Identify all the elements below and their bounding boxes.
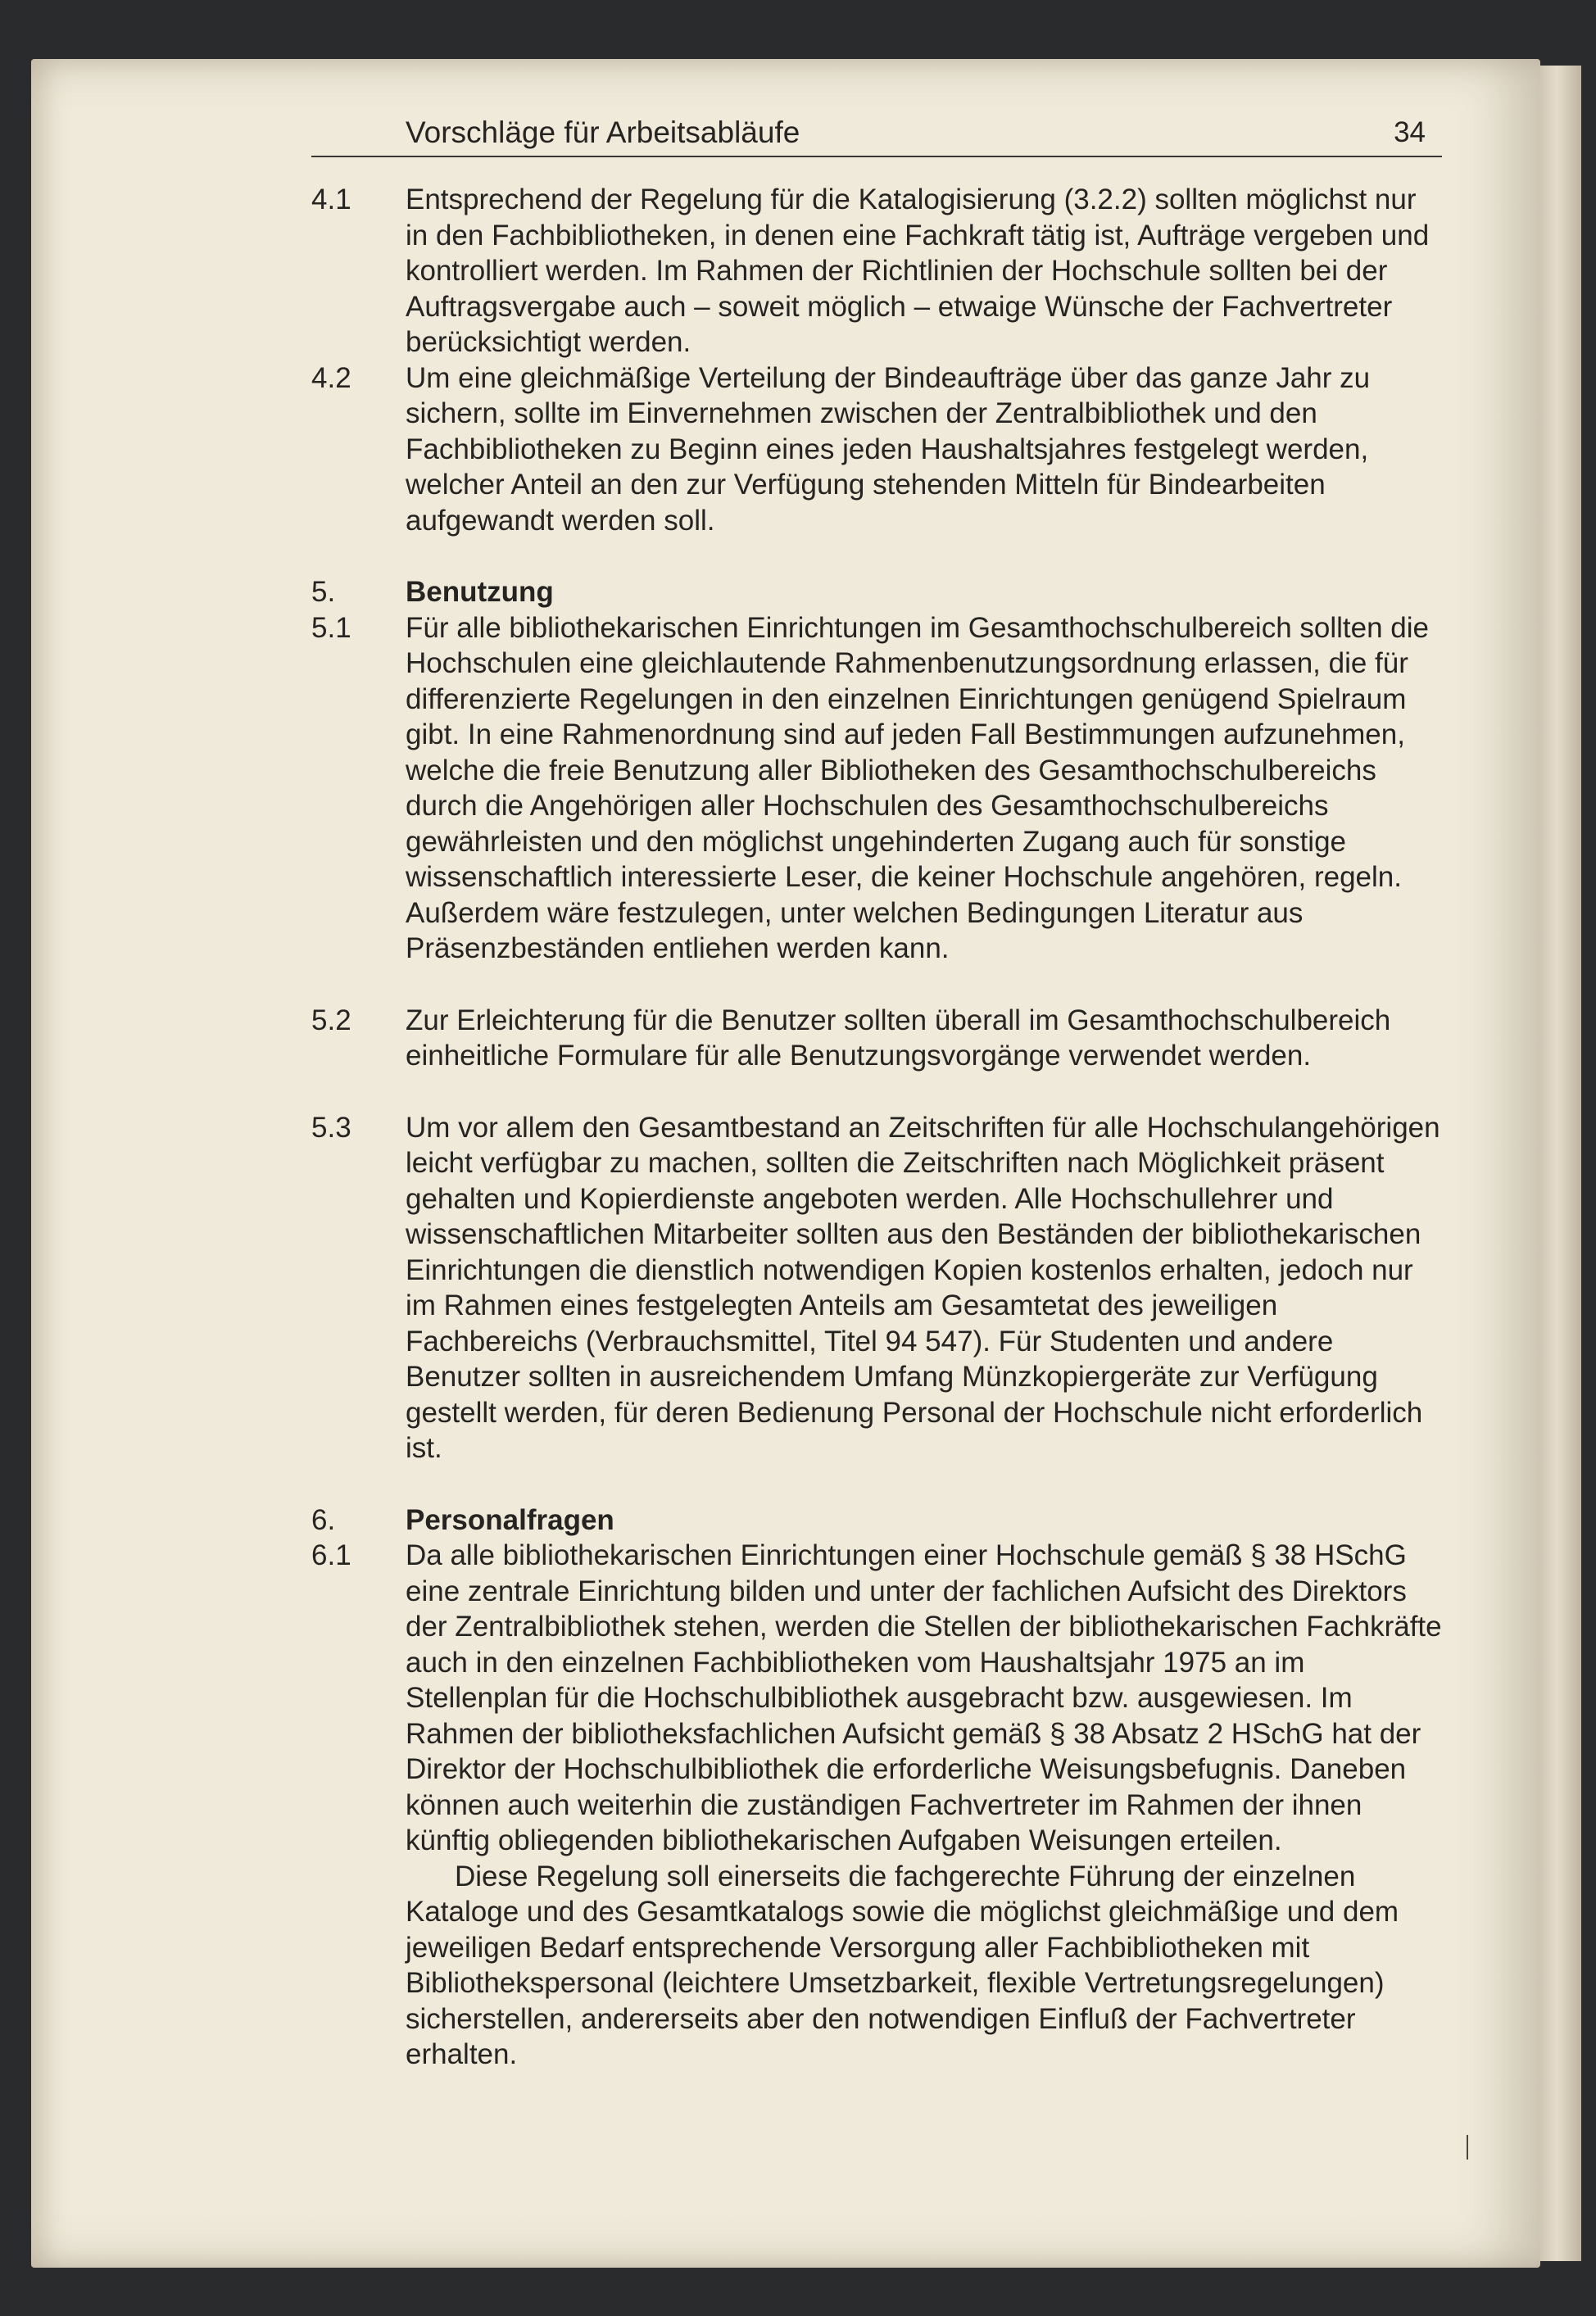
section-5: [311, 574, 1442, 610]
section-text: Entsprechend der Regelung für die Katalogisierung (3.2.2) sollten möglichst nur in den Fachbibliotheken, in denen eine Fachkraft tätig ist, Aufträge vergeben und kontrolliert werden. Im Rahmen der Richtlinien der Hochschule sollten bei der Auftragsvergabe auch – soweit möglich – etwaige Wünsche der Fachvertreter berücksichtigt werden.: [406, 184, 1430, 358]
header-title: Vorschläge für Arbeitsabläufe: [406, 116, 800, 149]
section-heading: Personalfragen: [406, 1503, 614, 1536]
section-number: 6.1: [311, 1539, 351, 1571]
section-heading: Benutzung: [406, 576, 554, 608]
section-text: Da alle bibliothekarischen Einrichtungen einer Hochschule gemäß § 38 HSchG eine zentrale Einrichtung bilden und unter der fachlichen Aufsicht des Direktors der Zentralbibliothek stehen, werden die Stellen der bibliothekarischen Fachkräfte auch in den einzelnen Fachbibliotheken vom Haushaltsjahr 1975 an im Stellenplan für die Hochschulbibliothek ausgebracht bzw. ausgewiesen. Im Rahmen der bibliotheksfachlichen Aufsicht gemäß § 38 Absatz 2 HSchG hat der Direktor der Hochschulbibliothek die erforderliche Weisungsbefugnis. Daneben können auch weiterhin die zuständigen Fachvertreter im Rahmen der ihnen künftig obliegenden bibliothekarischen Aufgaben Weisungen erteilen.: [406, 1539, 1442, 1856]
section-4-1: [311, 182, 1442, 360]
section-number: 4.1: [311, 184, 351, 215]
section-number: 5.3: [311, 1111, 351, 1144]
margin-mark: [1467, 2135, 1468, 2160]
section-5-1: [311, 610, 1442, 967]
section-4-2: [311, 360, 1442, 539]
running-header: [311, 115, 1442, 157]
page-edge: [1540, 66, 1581, 2261]
section-number: 5.: [311, 576, 336, 608]
section-text: Um eine gleichmäßige Verteilung der Bindeaufträge über das ganze Jahr zu sichern, sollte im Einvernehmen zwischen der Zentralbibliothek und den Fachbibliotheken zu Beginn eines jeden Haushaltsjahres festgelegt werden, welcher Anteil an den zur Verfügung stehenden Mitteln für Bindearbeiten aufgewandt werden soll.: [406, 361, 1371, 537]
section-5-2: [311, 1003, 1442, 1074]
section-text: Für alle bibliothekarischen Einrichtungen im Gesamthochschulbereich sollten die Hochschulen eine gleichlautende Rahmenbenutzungsordnung erlassen, die für differenzierte Regelungen in den einzelnen Einrichtungen genügend Spielraum gibt. In eine Rahmenordnung sind auf jeden Fall Bestimmungen aufzunehmen, welche die freie Benutzung aller Bibliotheken des Gesamthochschulbereichs durch die Angehörigen aller Hochschulen des Gesamthochschulbereichs gewährleisten und den möglichst ungehinderten Zugang auch für sonstige wissenschaftlich interessierte Leser, die keiner Hochschule angehören, regeln. Außerdem wäre festzulegen, unter welchen Bedingungen Literatur aus Präsenzbeständen entliehen werden kann.: [406, 611, 1429, 964]
section-number: 5.1: [311, 611, 351, 644]
section-number: 5.2: [311, 1004, 351, 1036]
section-6: [311, 1502, 1442, 1539]
section-text: Zur Erleichterung für die Benutzer sollten überall im Gesamthochschulbereich einheitliche Formulare für alle Benutzungsvorgänge verwendet werden.: [406, 1004, 1391, 1072]
page-number: 34: [1394, 116, 1426, 148]
section-6-1: [311, 1538, 1442, 2073]
section-5-3: [311, 1110, 1442, 1466]
section-number: 4.2: [311, 361, 351, 394]
section-text-continued: Diese Regelung soll einerseits die fachgerechte Führung der einzelnen Kataloge und des Gesamtkatalogs sowie die möglichst gleichmäßige und dem jeweiligen Bedarf entsprechende Versorgung aller Fachbibliotheken mit Bibliothekspersonal (leichtere Umsetzbarkeit, flexible Vertretungsregelungen) sicherstellen, andererseits aber den notwendigen Einfluß der Fachvertreter erhalten.: [406, 1860, 1399, 2070]
page-content: [311, 115, 1442, 2073]
section-text: Um vor allem den Gesamtbestand an Zeitschriften für alle Hochschulangehörigen leicht verfügbar zu machen, sollten die Zeitschriften nach Möglichkeit präsent gehalten und Kopierdienste angeboten werden. Alle Hochschullehrer und wissenschaftlichen Mitarbeiter sollten aus den Beständen der bibliothekarischen Einrichtungen die dienstlich notwendigen Kopien kostenlos erhalten, jedoch nur im Rahmen eines festgelegten Anteils am Gesamtetat des jeweiligen Fachbereichs (Verbrauchsmittel, Titel 94 547). Für Studenten und andere Benutzer sollten in ausreichendem Umfang Münzkopiergeräte zur Verfügung gestellt werden, für deren Bedienung Personal der Hochschule nicht erforderlich ist.: [406, 1111, 1440, 1464]
section-number: 6.: [311, 1503, 336, 1536]
